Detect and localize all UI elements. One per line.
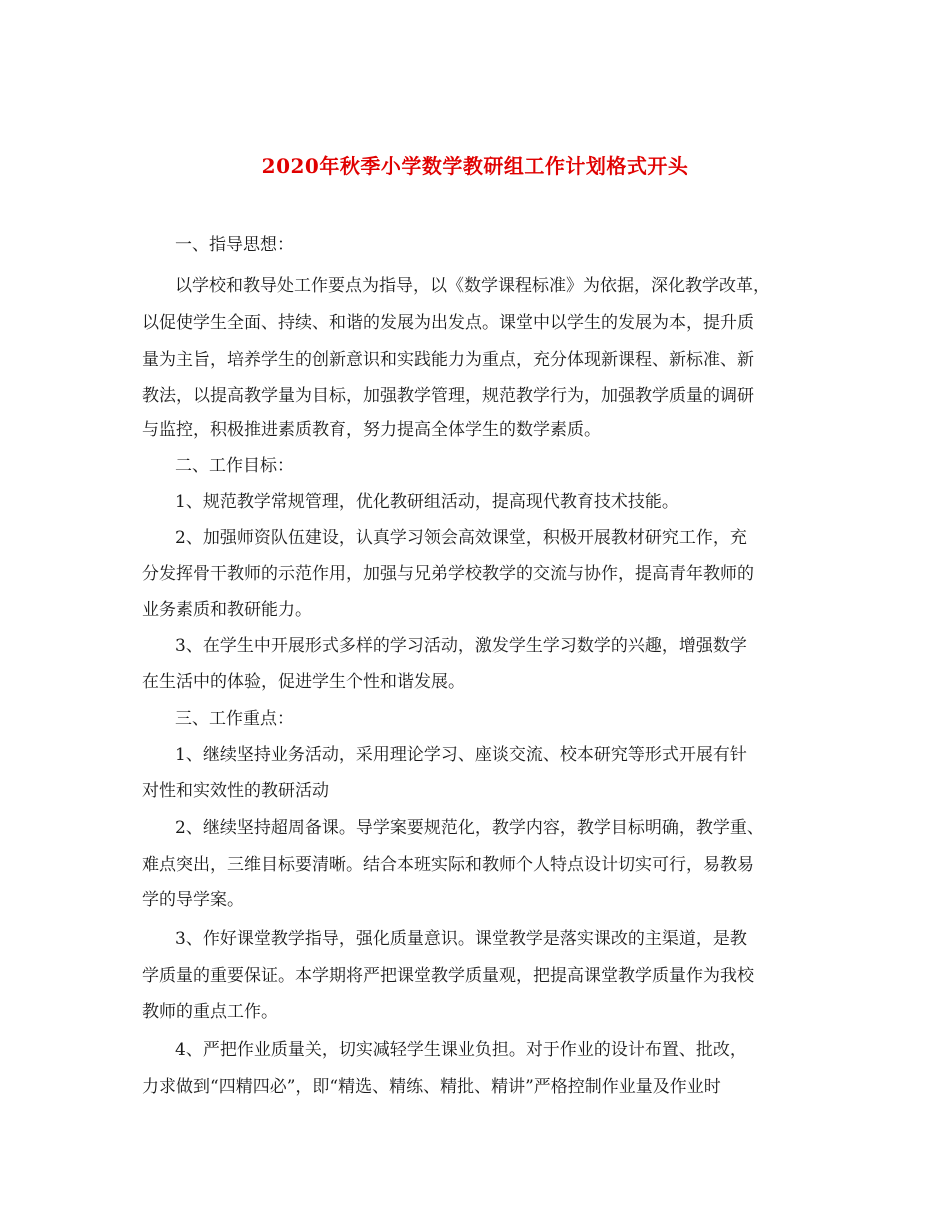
section-heading-work-focus: 三、工作重点：: [175, 709, 294, 729]
paragraph-line: 对性和实效性的教研活动: [142, 781, 329, 801]
paragraph-line: 4、严把作业质量关，切实减轻学生课业负担。对于作业的设计布置、批改，: [175, 1040, 747, 1060]
paragraph-line: 教法，以提高教学量为目标，加强教学管理，规范教学行为，加强教学质量的调研: [142, 386, 754, 406]
paragraph-line: 力求做到“四精四必”，即“精选、精练、精批、精讲”严格控制作业量及作业时: [142, 1077, 721, 1097]
paragraph-line: 1、规范教学常规管理，优化教研组活动，提高现代教育技术技能。: [175, 492, 679, 512]
paragraph-line: 学的导学案。: [142, 890, 244, 910]
paragraph-line: 1、继续坚持业务活动，采用理论学习、座谈交流、校本研究等形式开展有针: [175, 745, 747, 765]
paragraph-line: 与监控，积极推进素质教育，努力提高全体学生的数学素质。: [142, 420, 601, 440]
paragraph-line: 2、加强师资队伍建设，认真学习领会高效课堂，积极开展教材研究工作，充: [175, 528, 747, 548]
paragraph-line: 学质量的重要保证。本学期将严把课堂教学质量观，把提高课堂教学质量作为我校: [142, 966, 754, 986]
paragraph-line: 以促使学生全面、持续、和谐的发展为出发点。课堂中以学生的发展为本，提升质: [142, 313, 754, 333]
section-heading-work-goals: 二、工作目标：: [175, 456, 294, 476]
paragraph-line: 难点突出，三维目标要清晰。结合本班实际和教师个人特点设计切实可行，易教易: [142, 855, 754, 875]
paragraph-line: 在生活中的体验，促进学生个性和谐发展。: [142, 672, 465, 692]
paragraph-line: 分发挥骨干教师的示范作用，加强与兄弟学校教学的交流与协作，提高青年教师的: [142, 564, 754, 584]
paragraph-line: 教师的重点工作。: [142, 1002, 278, 1022]
paragraph-line: 3、在学生中开展形式多样的学习活动，激发学生学习数学的兴趣，增强数学: [175, 636, 747, 656]
paragraph-line: 量为主旨，培养学生的创新意识和实践能力为重点，充分体现新课程、新标准、新: [142, 350, 754, 370]
paragraph-line: 3、作好课堂教学指导，强化质量意识。课堂教学是落实课改的主渠道，是教: [175, 929, 747, 949]
paragraph-line: 以学校和教导处工作要点为指导，以《数学课程标准》为依据，深化教学改革，: [175, 276, 770, 296]
paragraph-line: 业务素质和教研能力。: [142, 600, 312, 620]
document-title: 2020年秋季小学数学教研组工作计划格式开头: [261, 154, 689, 178]
section-heading-guiding-ideology: 一、指导思想：: [175, 235, 294, 255]
paragraph-line: 2、继续坚持超周备课。导学案要规范化，教学内容，教学目标明确，教学重、: [175, 818, 764, 838]
